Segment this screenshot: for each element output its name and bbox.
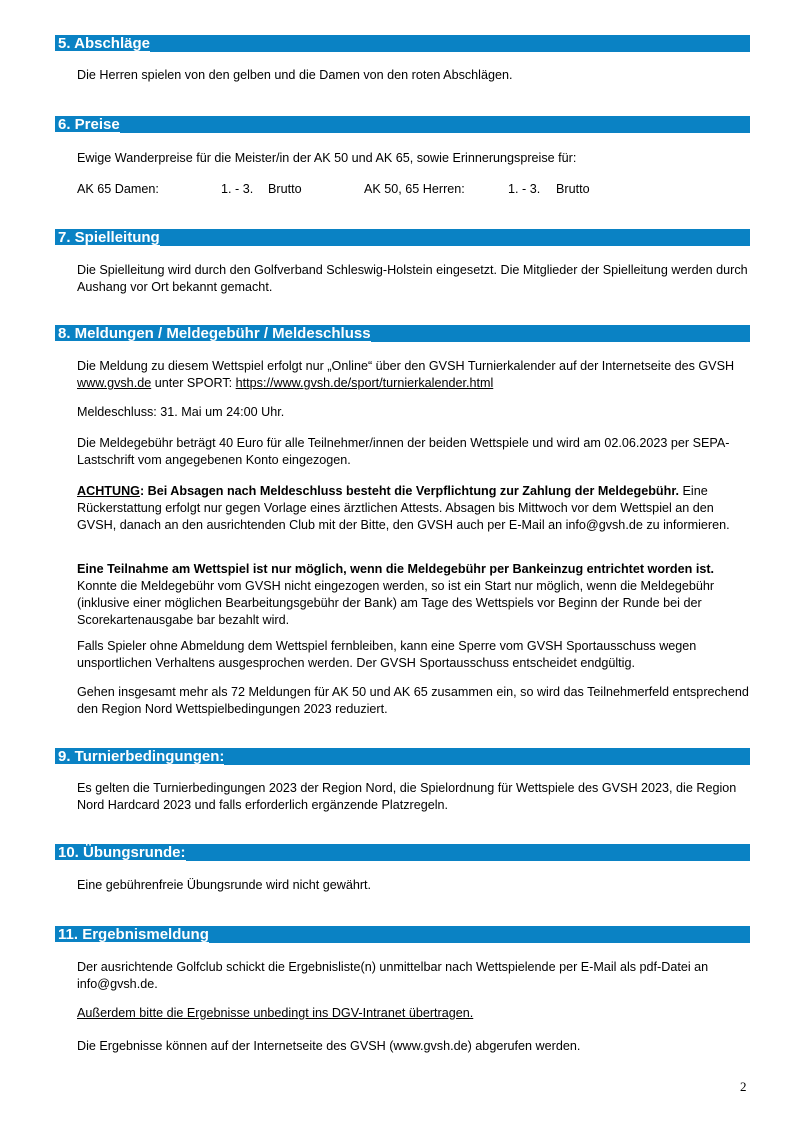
paragraph-teilnahme [77, 561, 749, 629]
paragraph: Falls Spieler ohne Abmeldung dem Wettspiel fernbleiben, kann eine Sperre vom GVSH Sportausschuss wegen unsportlichen Verhaltens ausgesprochen werden. Der GVSH Sportausschuss entscheidet endgültig. [77, 639, 697, 670]
bold-text: : Bei Absagen nach Meldeschluss besteht die Verpflichtung zur Zahlung der Meldegebühr. [139, 484, 680, 498]
text: unter SPORT: [151, 376, 236, 390]
section-title: 5. Abschläge [55, 36, 150, 52]
text: Eine Rückerstattung erfolgt nur gegen Vorlage eines ärztlichen Attests. Absagen bis Mittwoch vor dem Wettspiel an den GVSH, danach an den ausrichtenden Club mit der Bitte, den GVSH auch per E-Mail an info@gvsh.de zu informieren. [77, 484, 730, 532]
section-title: 9. Turnierbedingungen: [55, 749, 224, 765]
section-title: 8. Meldungen / Meldegebühr / Meldeschluss [55, 326, 371, 342]
prize-cell: AK 65 Damen: [77, 182, 159, 196]
section-title: 6. Preise [55, 117, 120, 133]
paragraph: Die Spielleitung wird durch den Golfverband Schleswig-Holstein eingesetzt. Die Mitglieder der Spielleitung werden durch Aushang vor Ort bekannt gemacht. [77, 263, 748, 294]
paragraph: Ewige Wanderpreise für die Meister/in der AK 50 und AK 65, sowie Erinnerungspreise für: [77, 151, 577, 165]
section-header-preise [55, 116, 750, 133]
prize-cell: Brutto [556, 182, 590, 196]
section-header-uebungsrunde [55, 844, 750, 861]
section-title: 10. Übungsrunde: [55, 845, 186, 861]
paragraph: Gehen insgesamt mehr als 72 Meldungen für AK 50 und AK 65 zusammen ein, so wird das Teilnehmerfeld entsprechend den Region Nord Wettspielbedingungen 2023 reduziert. [77, 685, 749, 716]
section-title: 7. Spielleitung [55, 230, 160, 246]
text: Die Meldung zu diesem Wettspiel erfolgt nur „Online“ über den GVSH Turnierkalender auf der Internetseite des GVSH [77, 359, 735, 373]
section-header-turnierbedingungen [55, 748, 750, 765]
prize-cell: AK 50, 65 Herren: [364, 182, 465, 196]
section-header-ergebnismeldung [55, 926, 750, 943]
paragraph: Die Herren spielen von den gelben und die Damen von den roten Abschlägen. [77, 68, 513, 82]
paragraph: Es gelten die Turnierbedingungen 2023 der Region Nord, die Spielordnung für Wettspiele des GVSH 2023, die Region Nord Hardcard 2023 und falls erforderlich ergänzende Platzregeln. [77, 781, 737, 812]
link-turnierkalender[interactable]: https://www.gvsh.de/sport/turnierkalender.html [235, 376, 494, 390]
prize-cell: 1. - 3. [221, 182, 254, 196]
section-header-spielleitung [55, 229, 750, 246]
page-number: 2 [740, 1079, 747, 1094]
paragraph: Die Meldegebühr beträgt 40 Euro für alle Teilnehmer/innen der beiden Wettspiele und wird am 02.06.2023 per SEPA-Lastschrift vom angegebenen Konto eingezogen. [77, 436, 730, 467]
prize-cell: Brutto [268, 182, 302, 196]
paragraph-achtung [77, 483, 749, 534]
paragraph: Eine gebührenfreie Übungsrunde wird nicht gewährt. [77, 878, 372, 892]
section-title: 11. Ergebnismeldung [55, 927, 209, 943]
text: Konnte die Meldegebühr vom GVSH nicht eingezogen werden, so ist ein Start nur möglich, wenn die Meldegebühr (inklusive einer möglichen Bearbeitungsgebühr der Bank) am Tage des Wettspiels vor Beginn der Runde bei der Scorekartenausgabe bar bezahlt wird. [77, 579, 715, 627]
paragraph-dgv-intranet: Außerdem bitte die Ergebnisse unbedingt ins DGV-Intranet übertragen. [77, 1006, 474, 1020]
section-header-abschlaege [55, 35, 750, 52]
paragraph: Der ausrichtende Golfclub schickt die Ergebnisliste(n) unmittelbar nach Wettspielende per E-Mail als pdf-Datei an info@gvsh.de. [77, 960, 709, 991]
paragraph: Meldeschluss: 31. Mai um 24:00 Uhr. [77, 405, 285, 419]
achtung-label: ACHTUNG [77, 484, 140, 498]
prize-cell: 1. - 3. [508, 182, 541, 196]
section-header-meldungen [55, 325, 750, 342]
paragraph: Die Ergebnisse können auf der Internetseite des GVSH (www.gvsh.de) abgerufen werden. [77, 1039, 581, 1053]
link-gvsh[interactable]: www.gvsh.de [77, 376, 152, 390]
bold-text: Eine Teilnahme am Wettspiel ist nur möglich, wenn die Meldegebühr per Bankeinzug entrichtet worden ist. [77, 562, 715, 576]
paragraph-meldung [77, 358, 749, 392]
